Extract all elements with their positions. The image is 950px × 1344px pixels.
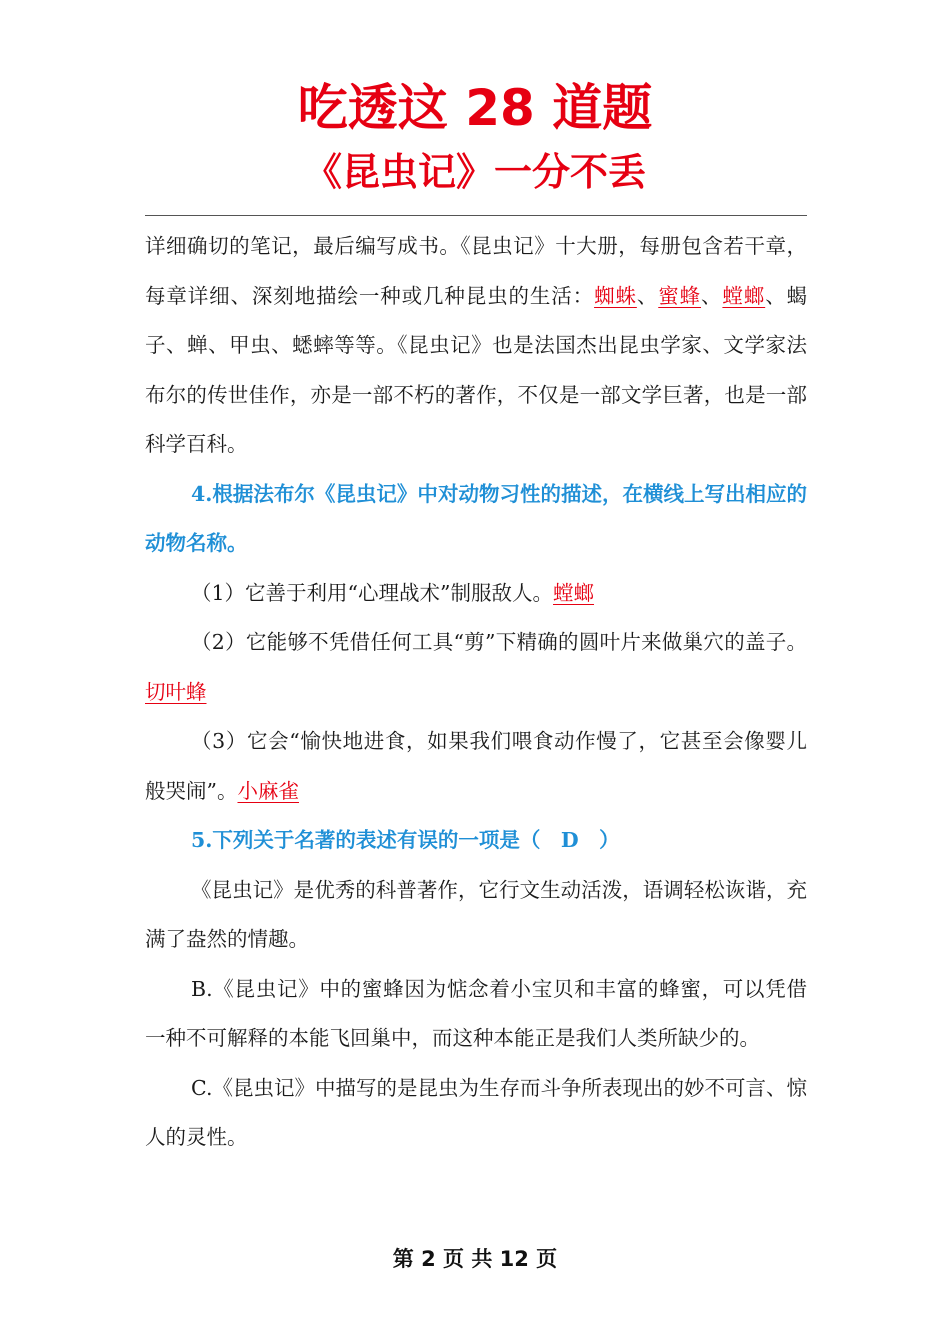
answer-spider: 蜘蛛 [594, 283, 637, 308]
q4-item-text: （2）它能够不凭借任何工具“剪”下精确的圆叶片来做巢穴的盖子。 [191, 630, 807, 654]
q4-item-answer: 小麻雀 [237, 778, 299, 803]
page-number: 第 2 页 共 12 页 [392, 1247, 558, 1271]
document-title: 吃透这 28 道题 [297, 79, 653, 137]
intro-paragraph [145, 222, 807, 470]
answer-mantis: 螳螂 [722, 283, 766, 308]
q5-option-a: 《昆虫记》是优秀的科普著作，它行文生动活泼，语调轻松诙谐，充满了盎然的情趣。 [145, 877, 807, 951]
q4-item-2 [145, 618, 807, 717]
q4-item-answer: 切叶蜂 [145, 679, 207, 704]
q4-item-text: （3）它会“愉快地进食，如果我们喂食动作慢了，它甚至会像婴儿般哭闹”。 [145, 729, 807, 803]
separator: 、 [636, 283, 659, 308]
answer-bee: 蜜蜂 [658, 283, 702, 308]
question-4: 4.根据法布尔《昆虫记》中对动物习性的描述，在横线上写出相应的动物名称。 [145, 481, 807, 555]
question-5: 5.下列关于名著的表述有误的一项是（ D ） [191, 828, 620, 852]
header-divider [145, 215, 807, 216]
q5-option-b: B.《昆虫记》中的蜜蜂因为惦念着小宝贝和丰富的蜂蜜，可以凭借一种不可解释的本能飞回巢中，而这种本能正是我们人类所缺少的。 [145, 976, 807, 1050]
separator: 、 [701, 283, 723, 308]
q4-item-1 [145, 569, 807, 619]
q4-item-text: （1）它善于利用“心理战术”制服敌人。 [191, 580, 554, 605]
document-subtitle: 《昆虫记》一分不丢 [303, 150, 646, 194]
document-body [145, 222, 807, 1163]
q4-item-answer: 螳螂 [553, 580, 595, 605]
intro-text-b: 、蝎子、蝉、甲虫、蟋蟀等等。《昆虫记》也是法国杰出昆虫学家、文学家法布尔的传世佳作，亦是一部不朽的著作，不仅是一部文学巨著，也是一部科学百科。 [145, 283, 808, 456]
q5-option-c: C.《昆虫记》中描写的是昆虫为生存而斗争所表现出的妙不可言、惊人的灵性。 [145, 1075, 807, 1149]
q4-item-3 [145, 717, 807, 816]
intro-text-a: 详细确切的笔记，最后编写成书。《昆虫记》十大册，每册包含若干章，每章详细、深刻地描绘一种或几种昆虫的生活： [145, 234, 807, 308]
